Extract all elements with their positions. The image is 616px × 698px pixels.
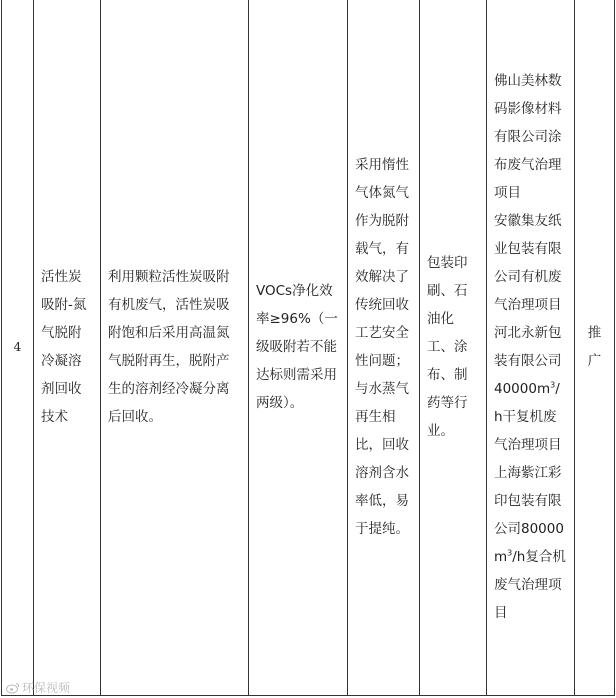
applicable-industry: 包装印刷、石油化工、涂布、制药等行业。 [420, 0, 487, 696]
recommendation: 推广 [575, 0, 615, 696]
technology-table [1, 0, 615, 696]
technology-principle: 利用颗粒活性炭吸附有机废气，活性炭吸附饱和后采用高温氮气脱附再生，脱附产生的溶剂经冷凝分离后回收。 [101, 0, 249, 696]
watermark-text: 环保视频 [22, 681, 71, 695]
project-4: 上海紫江彩印包装有限公司$80000m^3/h$复合机废气治理项目 [494, 465, 566, 621]
row-number: 4 [2, 0, 34, 696]
technology-features: 采用惰性气体氮气作为脱附载气，有效解决了传统回收工艺安全性问题；与水蒸气再生相比，回收溶剂含水率低，易于提纯。 [348, 0, 420, 696]
project-3: 河北永新包装有限公司$40000m^3/h$干复机废气治理项目 [494, 325, 562, 453]
typical-projects [487, 0, 575, 696]
table-row [2, 0, 615, 696]
technology-name: 活性炭吸附-氮气脱附冷凝溶剂回收技术 [34, 0, 101, 696]
weibo-icon [6, 682, 20, 694]
technology-indicator: VOCs净化效率≥96%（一级吸附若不能达标则需采用两级）。 [249, 0, 348, 696]
watermark [6, 679, 70, 696]
project-2: 安徽集友纸业包装有限公司有机废气治理项目 [494, 213, 562, 313]
project-1: 佛山美林数码影像材料有限公司涂布废气治理项目 [494, 73, 562, 201]
